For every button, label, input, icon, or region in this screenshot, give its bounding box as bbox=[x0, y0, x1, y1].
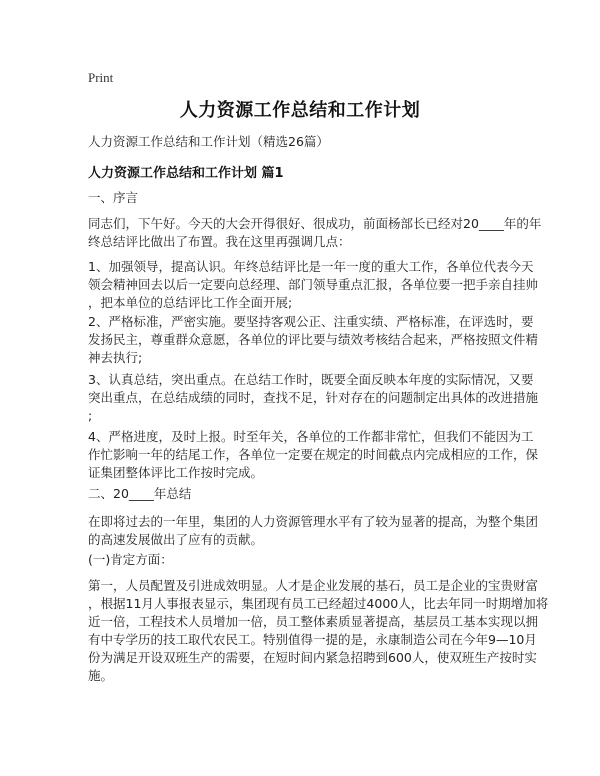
print-label[interactable]: Print bbox=[88, 70, 114, 85]
paragraph-line: 2、严格标准，严密实施。要坚持客观公正、注重实绩、严格标准，在评选时，要 bbox=[88, 314, 534, 329]
paragraph-line: 3、认真总结，突出重点。在总结工作时，既要全面反映本年度的实际情况，又要 bbox=[88, 372, 534, 387]
paragraph-line: 作忙影响一年的结尾工作，各单位一定要在规定的时间截点内完成相应的工作，保 bbox=[88, 447, 539, 462]
paragraph-4 bbox=[88, 371, 539, 425]
page-title: 人力资源工作总结和工作计划 bbox=[179, 100, 421, 121]
paragraph-line: 的高速发展做出了应有的贡献。 bbox=[88, 532, 264, 547]
s1-heading: 一、序言 bbox=[88, 190, 139, 205]
paragraph-line: 4、严格进度，及时上报。时至年关，各单位的工作都非常忙，但我们不能因为工 bbox=[88, 429, 534, 444]
paragraph-line: 近一倍，工程技术人员增加一倍，员工整体素质显著提高，基层员工基本实现以拥 bbox=[88, 614, 539, 629]
paragraph-line: 同志们，下午好。今天的大会开得很好、很成功，前面杨部长已经对20____年的年 bbox=[88, 216, 542, 231]
paragraph-2 bbox=[88, 258, 539, 312]
paragraph-line: 领会精神回去以后一定要向总经理、部门领导重点汇报，各单位要一把手亲自挂帅 bbox=[88, 277, 539, 292]
section-heading: 人力资源工作总结和工作计划 篇1 bbox=[88, 166, 284, 181]
paragraph-3 bbox=[88, 313, 539, 367]
paragraph-7 bbox=[88, 577, 549, 685]
paragraph-5 bbox=[88, 428, 539, 482]
s3-heading: (一)肯定方面： bbox=[88, 552, 173, 567]
paragraph-line: 证集团整体评比工作按时完成。 bbox=[88, 465, 264, 480]
paragraph-1 bbox=[88, 215, 542, 251]
paragraph-line: 施。 bbox=[88, 668, 114, 683]
paragraph-line: ; bbox=[88, 408, 93, 423]
paragraph-line: 神去执行; bbox=[88, 350, 143, 365]
paragraph-line: 有中专学历的技工取代农民工。特别值得一提的是，永康制造公司在今年9—10月 bbox=[88, 632, 537, 647]
paragraph-line: 份为满足开设双班生产的需要，在短时间内紧急招聘到600人，使双班生产按时实 bbox=[88, 650, 537, 665]
paragraph-line: 突出重点，在总结成绩的同时，查找不足，针对存在的问题制定出具体的改进措施 bbox=[88, 390, 539, 405]
paragraph-line: ，根据11月人事报表显示，集团现有员工已经超过4000人，比去年同一时期增加将 bbox=[88, 596, 549, 611]
paragraph-line: ，把本单位的总结评比工作全面开展; bbox=[88, 295, 293, 310]
paragraph-line: 在即将过去的一年里，集团的人力资源管理水平有了较为显著的提高，为整个集团 bbox=[88, 514, 539, 529]
s2-heading: 二、20____年总结 bbox=[88, 486, 192, 501]
document-subtitle: 人力资源工作总结和工作计划（精选26篇） bbox=[88, 134, 329, 149]
paragraph-line: 第一，人员配置及引进成效明显。人才是企业发展的基石，员工是企业的宝贵财富 bbox=[88, 578, 539, 593]
paragraph-line: 终总结评比做出了布置。我在这里再强调几点： bbox=[88, 234, 351, 249]
paragraph-line: 发扬民主，尊重群众意愿，各单位的评比要与绩效考核结合起来，严格按照文件精 bbox=[88, 332, 539, 347]
paragraph-6 bbox=[88, 513, 539, 549]
paragraph-line: 1、加强领导，提高认识。年终总结评比是一年一度的重大工作，各单位代表今天 bbox=[88, 259, 534, 274]
